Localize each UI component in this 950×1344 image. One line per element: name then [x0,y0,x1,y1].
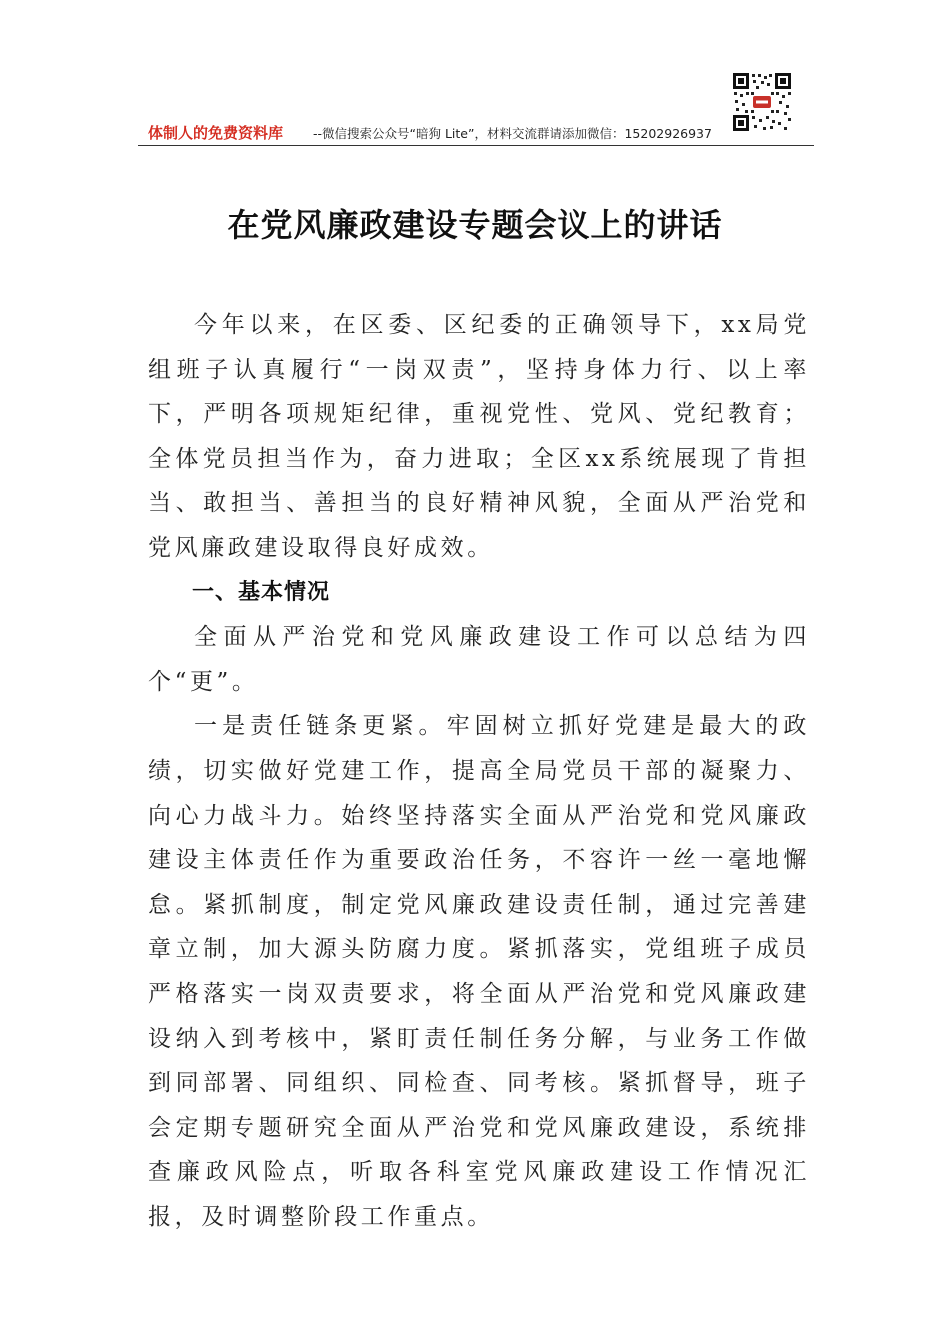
section-heading: 一、基本情况 [192,579,331,605]
qr-code-icon [732,72,792,132]
header-divider [138,145,814,146]
point-paragraph: 一是责任链条更紧。牢固树立抓好党建是最大的政绩，切实做好党建工作，提高全局党员干部的凝聚力、向心力战斗力。始终坚持落实全面从严治党和党风廉政建设主体责任作为重要政治任务，不容许一丝一毫地懈怠。紧抓制度，制定党风廉政建设责任制，通过完善建章立制，加大源头防腐力度。紧抓落实，党组班子成员严格落实一岗双责要求，将全面从严治党和党风廉政建设纳入到考核中，紧盯责任制任务分解，与业务工作做到同部署、同组织、同检查、同考核。紧抓督导，班子会定期专题研究全面从严治党和党风廉政建设，系统排查廉政风险点，听取各科室党风廉政建设工作情况汇报，及时调整阶段工作重点。 [148,713,810,1230]
document-body [148,303,810,1239]
wechat-notice: --微信搜索公众号“暗狗 Lite”，材料交流群请添加微信：15202926937 [313,126,712,141]
document-title: 在党风廉政建设专题会议上的讲话 [227,206,723,244]
brand-label: 体制人的免费资料库 [148,124,284,142]
page-header [148,118,813,146]
intro-paragraph: 今年以来，在区委、区纪委的正确领导下，xx局党组班子认真履行“一岗双责”，坚持身体力行、以上率下，严明各项规矩纪律，重视党性、党风、党纪教育；全体党员担当作为，奋力进取；全区xx系统展现了肯担当、敢担当、善担当的良好精神风貌，全面从严治党和党风廉政建设取得良好成效。 [148,312,810,561]
summary-paragraph: 全面从严治党和党风廉政建设工作可以总结为四个“更”。 [148,624,810,695]
